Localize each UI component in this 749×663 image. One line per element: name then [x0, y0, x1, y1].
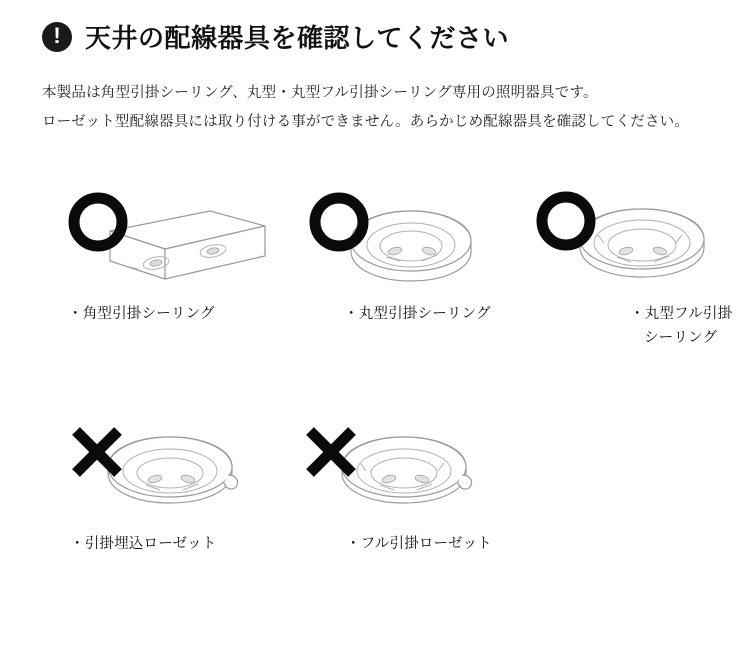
fixture-item-square-hook-ceiling	[60, 179, 296, 327]
fixture-caption-text: ・フル引掛ローゼット	[346, 535, 492, 552]
fixture-caption-text: ・丸型引掛シーリング	[344, 306, 491, 322]
figure-full-hook-rosette	[296, 409, 532, 527]
fixture-caption	[296, 303, 532, 327]
fixture-caption	[296, 533, 532, 557]
fixture-caption-text: ・角型引掛シーリング	[68, 306, 215, 322]
ok-ring-mark	[315, 198, 363, 246]
description-text	[42, 79, 749, 137]
fixture-caption-text: ・丸型フル引掛	[630, 306, 733, 322]
fixture-item-hook-embedded-rosette	[60, 409, 296, 557]
description-line-2: ローゼット型配線器具には取り付ける事ができません。あらかじめ配線器具を確認してください。	[42, 114, 690, 130]
fixture-row-incompatible	[0, 409, 749, 557]
ok-ring-mark	[542, 197, 590, 245]
fixture-row-compatible	[0, 179, 749, 351]
page-header	[0, 0, 749, 55]
hook-embedded-rosette-illustration	[60, 409, 296, 527]
fixture-caption	[60, 533, 296, 557]
square-hook-ceiling-illustration	[60, 179, 296, 297]
figure-round-hook-ceiling	[296, 179, 532, 297]
fixture-caption-text: ・引掛埋込ローゼット	[70, 535, 217, 552]
round-full-hook-ceiling-illustration	[532, 179, 749, 297]
description-line-1: 本製品は角型引掛シーリング、丸型・丸型フル引掛シーリング専用の照明器具です。	[42, 85, 598, 101]
fixture-caption-text-line2: シーリング	[644, 329, 718, 346]
fixture-item-round-hook-ceiling	[296, 179, 532, 327]
ng-cross-mark	[76, 431, 118, 473]
fixture-item-round-full-hook-ceiling	[532, 179, 749, 351]
full-hook-rosette-illustration	[296, 409, 532, 527]
fixture-caption	[532, 303, 749, 351]
figure-square-hook-ceiling	[60, 179, 296, 297]
fixture-grid	[0, 179, 749, 557]
figure-hook-embedded-rosette	[60, 409, 296, 527]
fixture-item-full-hook-rosette	[296, 409, 532, 557]
round-hook-ceiling-illustration	[296, 179, 532, 297]
ng-cross-mark	[310, 431, 352, 473]
ok-ring-mark	[74, 198, 122, 246]
fixture-caption	[60, 303, 296, 327]
page-title: 天井の配線器具を確認してください	[85, 23, 510, 53]
figure-round-full-hook-ceiling	[532, 179, 749, 297]
exclamation-circle-icon: !	[42, 22, 72, 52]
